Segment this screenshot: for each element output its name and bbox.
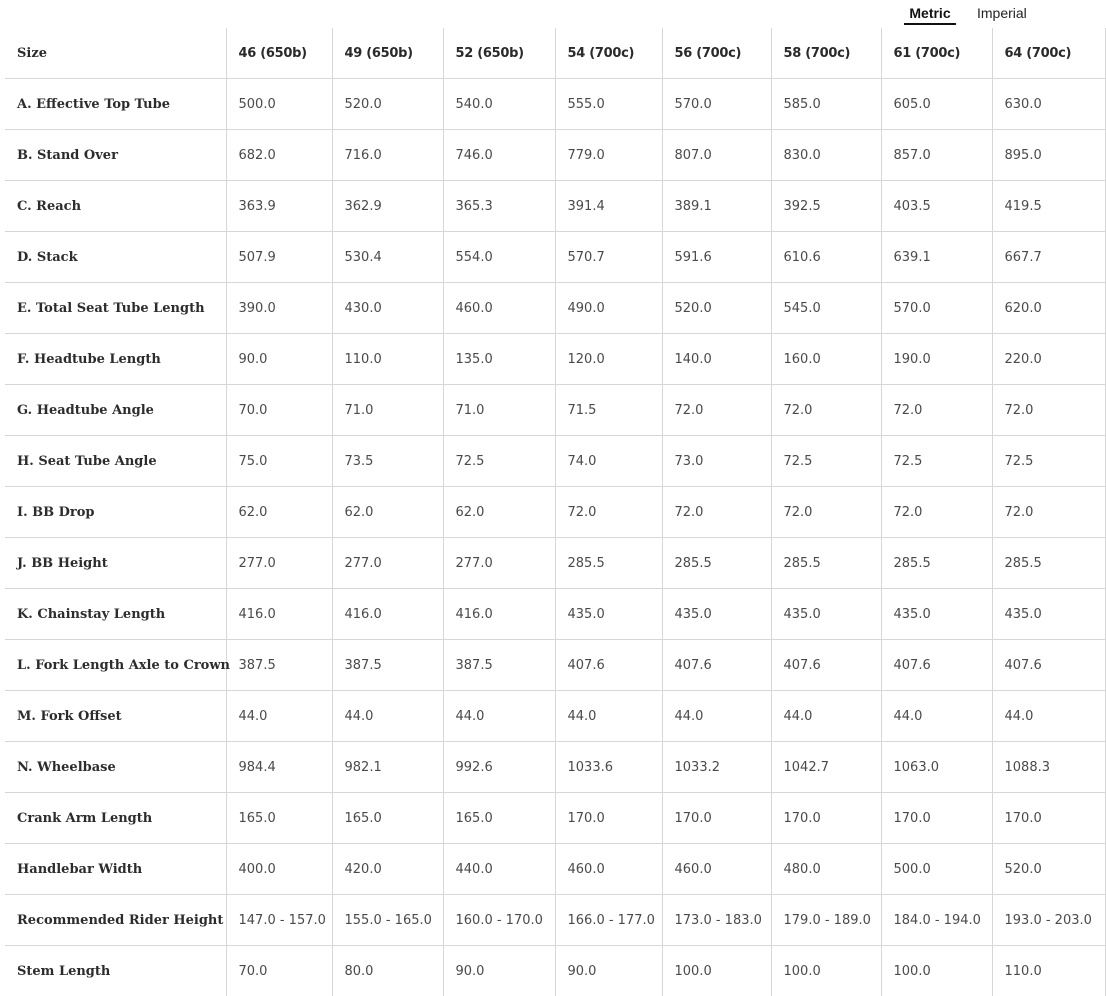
table-cell: 554.0 [443,232,555,283]
table-cell: 173.0 - 183.0 [662,895,771,946]
geometry-table [5,28,1106,996]
table-cell: 90.0 [443,946,555,996]
table-cell: 44.0 [332,691,443,742]
table-cell: 545.0 [771,283,881,334]
table-cell: 391.4 [555,181,662,232]
table-cell: 100.0 [662,946,771,996]
size-column-header: 52 (650b) [443,28,555,79]
table-cell: 400.0 [226,844,332,895]
table-cell: 363.9 [226,181,332,232]
metric-tab[interactable]: Metric [904,4,956,25]
table-cell: 490.0 [555,283,662,334]
size-column-header: 61 (700c) [881,28,992,79]
table-cell: 277.0 [226,538,332,589]
table-cell: 72.0 [881,385,992,436]
table-cell: 440.0 [443,844,555,895]
table-cell: 170.0 [771,793,881,844]
table-cell: 73.0 [662,436,771,487]
row-label: B. Stand Over [5,130,226,181]
table-cell: 44.0 [992,691,1105,742]
table-cell: 389.1 [662,181,771,232]
table-cell: 555.0 [555,79,662,130]
table-cell: 392.5 [771,181,881,232]
table-cell: 110.0 [332,334,443,385]
row-label: Stem Length [5,946,226,996]
table-cell: 605.0 [881,79,992,130]
table-row [5,844,1105,895]
table-cell: 460.0 [555,844,662,895]
table-cell: 682.0 [226,130,332,181]
table-cell: 480.0 [771,844,881,895]
table-cell: 72.0 [881,487,992,538]
size-column-header: 49 (650b) [332,28,443,79]
table-cell: 184.0 - 194.0 [881,895,992,946]
table-cell: 1033.2 [662,742,771,793]
table-cell: 416.0 [226,589,332,640]
table-cell: 277.0 [443,538,555,589]
table-cell: 72.5 [881,436,992,487]
table-row [5,79,1105,130]
table-cell: 570.0 [881,283,992,334]
table-cell: 147.0 - 157.0 [226,895,332,946]
table-cell: 285.5 [771,538,881,589]
table-cell: 390.0 [226,283,332,334]
table-cell: 530.4 [332,232,443,283]
table-cell: 160.0 - 170.0 [443,895,555,946]
row-label: M. Fork Offset [5,691,226,742]
table-cell: 160.0 [771,334,881,385]
table-cell: 365.3 [443,181,555,232]
table-cell: 72.5 [771,436,881,487]
table-cell: 419.5 [992,181,1105,232]
table-cell: 895.0 [992,130,1105,181]
size-header: Size [5,28,226,79]
table-cell: 71.0 [332,385,443,436]
table-cell: 170.0 [881,793,992,844]
table-cell: 435.0 [992,589,1105,640]
table-cell: 830.0 [771,130,881,181]
table-cell: 435.0 [881,589,992,640]
table-cell: 285.5 [881,538,992,589]
table-cell: 62.0 [443,487,555,538]
table-cell: 667.7 [992,232,1105,283]
table-cell: 285.5 [992,538,1105,589]
table-cell: 135.0 [443,334,555,385]
table-cell: 435.0 [555,589,662,640]
table-cell: 630.0 [992,79,1105,130]
table-cell: 992.6 [443,742,555,793]
table-cell: 72.0 [662,487,771,538]
table-cell: 220.0 [992,334,1105,385]
table-cell: 610.6 [771,232,881,283]
table-cell: 416.0 [332,589,443,640]
row-label: G. Headtube Angle [5,385,226,436]
size-column-header: 64 (700c) [992,28,1105,79]
table-row [5,181,1105,232]
table-cell: 80.0 [332,946,443,996]
imperial-tab[interactable]: Imperial [977,4,1027,22]
table-cell: 500.0 [226,79,332,130]
table-cell: 170.0 [662,793,771,844]
table-cell: 110.0 [992,946,1105,996]
table-cell: 982.1 [332,742,443,793]
table-cell: 420.0 [332,844,443,895]
table-cell: 75.0 [226,436,332,487]
table-row [5,385,1105,436]
table-cell: 170.0 [992,793,1105,844]
table-cell: 44.0 [226,691,332,742]
table-cell: 44.0 [555,691,662,742]
table-cell: 73.5 [332,436,443,487]
table-cell: 90.0 [555,946,662,996]
table-cell: 165.0 [332,793,443,844]
row-label: Recommended Rider Height [5,895,226,946]
table-cell: 520.0 [332,79,443,130]
row-label: C. Reach [5,181,226,232]
table-cell: 620.0 [992,283,1105,334]
table-cell: 44.0 [443,691,555,742]
table-cell: 407.6 [662,640,771,691]
row-label: J. BB Height [5,538,226,589]
table-row [5,130,1105,181]
size-column-header: 56 (700c) [662,28,771,79]
table-row [5,742,1105,793]
table-cell: 72.0 [771,385,881,436]
table-cell: 416.0 [443,589,555,640]
table-cell: 585.0 [771,79,881,130]
table-row [5,589,1105,640]
table-cell: 570.7 [555,232,662,283]
table-cell: 407.6 [881,640,992,691]
size-column-header: 58 (700c) [771,28,881,79]
table-cell: 120.0 [555,334,662,385]
geometry-table-container[interactable] [5,28,1049,984]
table-cell: 179.0 - 189.0 [771,895,881,946]
size-column-header: 46 (650b) [226,28,332,79]
table-cell: 140.0 [662,334,771,385]
table-cell: 166.0 - 177.0 [555,895,662,946]
table-row [5,232,1105,283]
table-row [5,436,1105,487]
table-cell: 430.0 [332,283,443,334]
table-cell: 520.0 [992,844,1105,895]
size-column-header: 54 (700c) [555,28,662,79]
table-cell: 807.0 [662,130,771,181]
table-cell: 540.0 [443,79,555,130]
table-cell: 72.5 [992,436,1105,487]
table-row [5,793,1105,844]
table-cell: 746.0 [443,130,555,181]
table-cell: 71.5 [555,385,662,436]
table-cell: 72.0 [992,385,1105,436]
row-label: L. Fork Length Axle to Crown [5,640,226,691]
table-cell: 460.0 [443,283,555,334]
table-cell: 435.0 [662,589,771,640]
table-cell: 716.0 [332,130,443,181]
table-cell: 779.0 [555,130,662,181]
row-label: F. Headtube Length [5,334,226,385]
table-cell: 570.0 [662,79,771,130]
table-row [5,640,1105,691]
table-cell: 100.0 [771,946,881,996]
table-cell: 62.0 [226,487,332,538]
row-label: D. Stack [5,232,226,283]
table-cell: 100.0 [881,946,992,996]
table-row [5,946,1105,996]
table-cell: 407.6 [992,640,1105,691]
table-cell: 387.5 [332,640,443,691]
table-cell: 90.0 [226,334,332,385]
table-cell: 190.0 [881,334,992,385]
row-label: A. Effective Top Tube [5,79,226,130]
table-cell: 520.0 [662,283,771,334]
table-cell: 44.0 [881,691,992,742]
table-cell: 857.0 [881,130,992,181]
table-cell: 285.5 [555,538,662,589]
row-label: Crank Arm Length [5,793,226,844]
table-cell: 639.1 [881,232,992,283]
row-label: N. Wheelbase [5,742,226,793]
table-row [5,334,1105,385]
row-label: H. Seat Tube Angle [5,436,226,487]
table-cell: 984.4 [226,742,332,793]
table-cell: 170.0 [555,793,662,844]
table-cell: 72.0 [771,487,881,538]
table-cell: 435.0 [771,589,881,640]
table-cell: 277.0 [332,538,443,589]
table-cell: 500.0 [881,844,992,895]
table-row [5,487,1105,538]
table-row [5,895,1105,946]
table-cell: 1033.6 [555,742,662,793]
table-cell: 362.9 [332,181,443,232]
table-cell: 165.0 [443,793,555,844]
table-cell: 72.5 [443,436,555,487]
table-cell: 165.0 [226,793,332,844]
table-cell: 72.0 [992,487,1105,538]
table-cell: 403.5 [881,181,992,232]
table-cell: 72.0 [662,385,771,436]
geometry-table-body [5,79,1105,996]
size-header-row [5,28,1105,79]
table-cell: 1042.7 [771,742,881,793]
table-row [5,691,1105,742]
table-cell: 193.0 - 203.0 [992,895,1105,946]
row-label: Handlebar Width [5,844,226,895]
table-cell: 74.0 [555,436,662,487]
table-cell: 70.0 [226,946,332,996]
table-cell: 1063.0 [881,742,992,793]
table-cell: 387.5 [443,640,555,691]
table-cell: 407.6 [771,640,881,691]
table-cell: 591.6 [662,232,771,283]
table-cell: 507.9 [226,232,332,283]
table-cell: 44.0 [771,691,881,742]
table-cell: 71.0 [443,385,555,436]
table-cell: 155.0 - 165.0 [332,895,443,946]
row-label: K. Chainstay Length [5,589,226,640]
table-cell: 407.6 [555,640,662,691]
table-cell: 72.0 [555,487,662,538]
table-cell: 44.0 [662,691,771,742]
table-cell: 285.5 [662,538,771,589]
table-cell: 460.0 [662,844,771,895]
table-row [5,283,1105,334]
table-cell: 62.0 [332,487,443,538]
table-cell: 387.5 [226,640,332,691]
row-label: I. BB Drop [5,487,226,538]
table-row [5,538,1105,589]
table-cell: 70.0 [226,385,332,436]
row-label: E. Total Seat Tube Length [5,283,226,334]
table-cell: 1088.3 [992,742,1105,793]
